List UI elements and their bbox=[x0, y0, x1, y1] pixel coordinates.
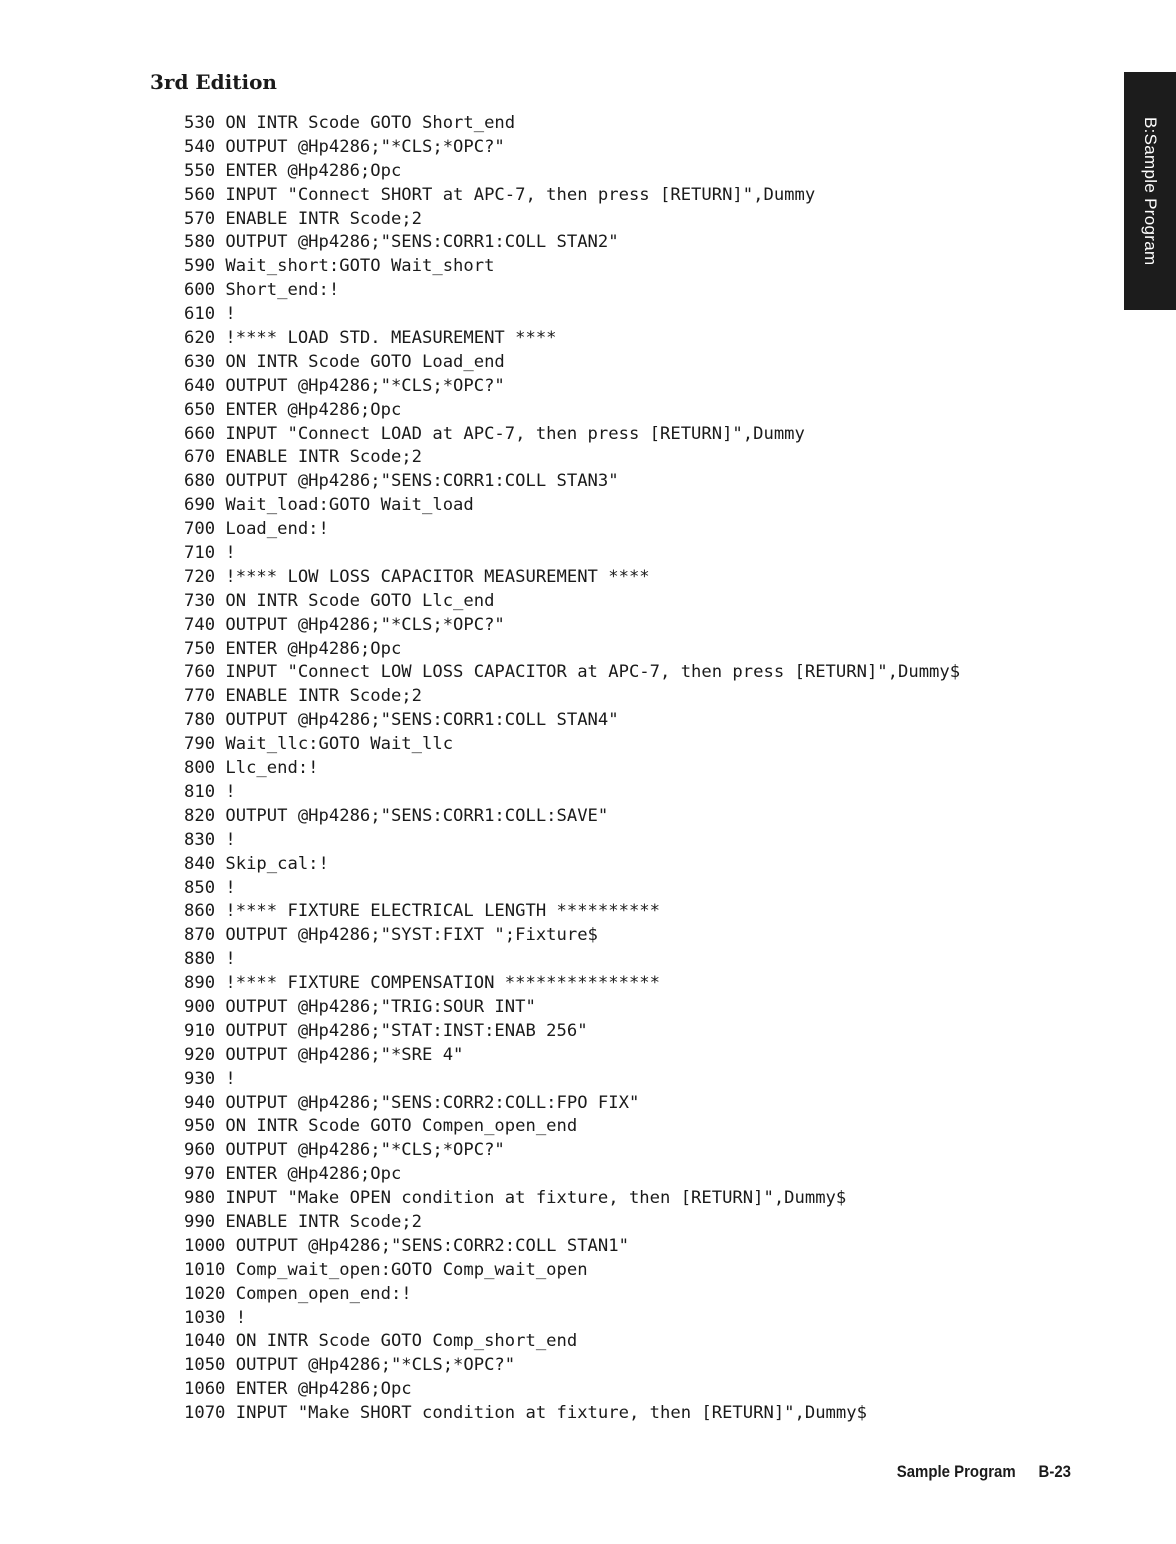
code-line: 560 INPUT "Connect SHORT at APC-7, then press [RETURN]",Dummy bbox=[184, 184, 816, 205]
code-line: 550 ENTER @Hp4286;Opc bbox=[184, 160, 402, 181]
code-line: 750 ENTER @Hp4286;Opc bbox=[184, 638, 402, 659]
page-footer bbox=[897, 1462, 1071, 1482]
code-line: 590 Wait_short:GOTO Wait_short bbox=[184, 256, 495, 277]
code-line: 930 ! bbox=[184, 1068, 236, 1089]
code-line: 910 OUTPUT @Hp4286;"STAT:INST:ENAB 256" bbox=[184, 1020, 588, 1041]
code-listing bbox=[184, 112, 1114, 1426]
code-line: 810 ! bbox=[184, 781, 236, 802]
code-line: 700 Load_end:! bbox=[184, 519, 329, 540]
code-line: 540 OUTPUT @Hp4286;"*CLS;*OPC?" bbox=[184, 136, 505, 157]
code-line: 870 OUTPUT @Hp4286;"SYST:FIXT ";Fixture$ bbox=[184, 925, 598, 946]
code-line: 950 ON INTR Scode GOTO Compen_open_end bbox=[184, 1116, 578, 1137]
code-line: 760 INPUT "Connect LOW LOSS CAPACITOR at APC-7, then press [RETURN]",Dummy$ bbox=[184, 662, 961, 683]
code-line: 840 Skip_cal:! bbox=[184, 853, 329, 874]
code-line: 1000 OUTPUT @Hp4286;"SENS:CORR2:COLL STAN1" bbox=[184, 1235, 629, 1256]
section-tab-label: B:Sample Program bbox=[1141, 116, 1160, 266]
code-line: 690 Wait_load:GOTO Wait_load bbox=[184, 495, 474, 516]
section-tab bbox=[1124, 72, 1176, 310]
code-line: 570 ENABLE INTR Scode;2 bbox=[184, 208, 422, 229]
edition-heading: 3rd Edition bbox=[150, 70, 277, 94]
footer-section-title: Sample Program bbox=[896, 1462, 1016, 1481]
code-line: 640 OUTPUT @Hp4286;"*CLS;*OPC?" bbox=[184, 375, 505, 396]
code-line: 780 OUTPUT @Hp4286;"SENS:CORR1:COLL STAN4" bbox=[184, 710, 619, 731]
code-line: 1050 OUTPUT @Hp4286;"*CLS;*OPC?" bbox=[184, 1355, 516, 1376]
code-line: 860 !**** FIXTURE ELECTRICAL LENGTH ********** bbox=[184, 901, 660, 922]
code-line: 730 ON INTR Scode GOTO Llc_end bbox=[184, 590, 495, 611]
code-line: 580 OUTPUT @Hp4286;"SENS:CORR1:COLL STAN2" bbox=[184, 232, 619, 253]
code-line: 650 ENTER @Hp4286;Opc bbox=[184, 399, 402, 420]
code-line: 630 ON INTR Scode GOTO Load_end bbox=[184, 351, 505, 372]
code-line: 620 !**** LOAD STD. MEASUREMENT **** bbox=[184, 328, 557, 349]
code-line: 880 ! bbox=[184, 949, 236, 970]
code-line: 660 INPUT "Connect LOAD at APC-7, then press [RETURN]",Dummy bbox=[184, 423, 805, 444]
code-line: 1020 Compen_open_end:! bbox=[184, 1283, 412, 1304]
page-number: B-23 bbox=[1038, 1462, 1071, 1481]
code-line: 960 OUTPUT @Hp4286;"*CLS;*OPC?" bbox=[184, 1140, 505, 1161]
code-line: 1030 ! bbox=[184, 1307, 247, 1328]
code-line: 800 Llc_end:! bbox=[184, 758, 319, 779]
code-line: 970 ENTER @Hp4286;Opc bbox=[184, 1164, 402, 1185]
code-line: 900 OUTPUT @Hp4286;"TRIG:SOUR INT" bbox=[184, 996, 536, 1017]
code-line: 920 OUTPUT @Hp4286;"*SRE 4" bbox=[184, 1044, 464, 1065]
code-line: 1070 INPUT "Make SHORT condition at fixture, then [RETURN]",Dummy$ bbox=[184, 1403, 867, 1424]
code-line: 770 ENABLE INTR Scode;2 bbox=[184, 686, 422, 707]
code-line: 680 OUTPUT @Hp4286;"SENS:CORR1:COLL STAN3" bbox=[184, 471, 619, 492]
code-line: 740 OUTPUT @Hp4286;"*CLS;*OPC?" bbox=[184, 614, 505, 635]
code-line: 980 INPUT "Make OPEN condition at fixture, then [RETURN]",Dummy$ bbox=[184, 1188, 847, 1209]
code-line: 830 ! bbox=[184, 829, 236, 850]
code-line: 850 ! bbox=[184, 877, 236, 898]
code-line: 530 ON INTR Scode GOTO Short_end bbox=[184, 113, 516, 133]
code-line: 940 OUTPUT @Hp4286;"SENS:CORR2:COLL:FPO FIX" bbox=[184, 1092, 640, 1113]
code-line: 790 Wait_llc:GOTO Wait_llc bbox=[184, 734, 454, 755]
code-line: 600 Short_end:! bbox=[184, 280, 340, 301]
code-line: 720 !**** LOW LOSS CAPACITOR MEASUREMENT **** bbox=[184, 566, 650, 587]
code-line: 990 ENABLE INTR Scode;2 bbox=[184, 1211, 422, 1232]
code-line: 670 ENABLE INTR Scode;2 bbox=[184, 447, 422, 468]
code-line: 820 OUTPUT @Hp4286;"SENS:CORR1:COLL:SAVE" bbox=[184, 805, 609, 826]
code-line: 890 !**** FIXTURE COMPENSATION *************** bbox=[184, 973, 660, 994]
code-line: 1010 Comp_wait_open:GOTO Comp_wait_open bbox=[184, 1259, 588, 1280]
code-line: 1060 ENTER @Hp4286;Opc bbox=[184, 1379, 412, 1400]
code-line: 610 ! bbox=[184, 304, 236, 325]
code-line: 710 ! bbox=[184, 543, 236, 564]
code-line: 1040 ON INTR Scode GOTO Comp_short_end bbox=[184, 1331, 578, 1352]
